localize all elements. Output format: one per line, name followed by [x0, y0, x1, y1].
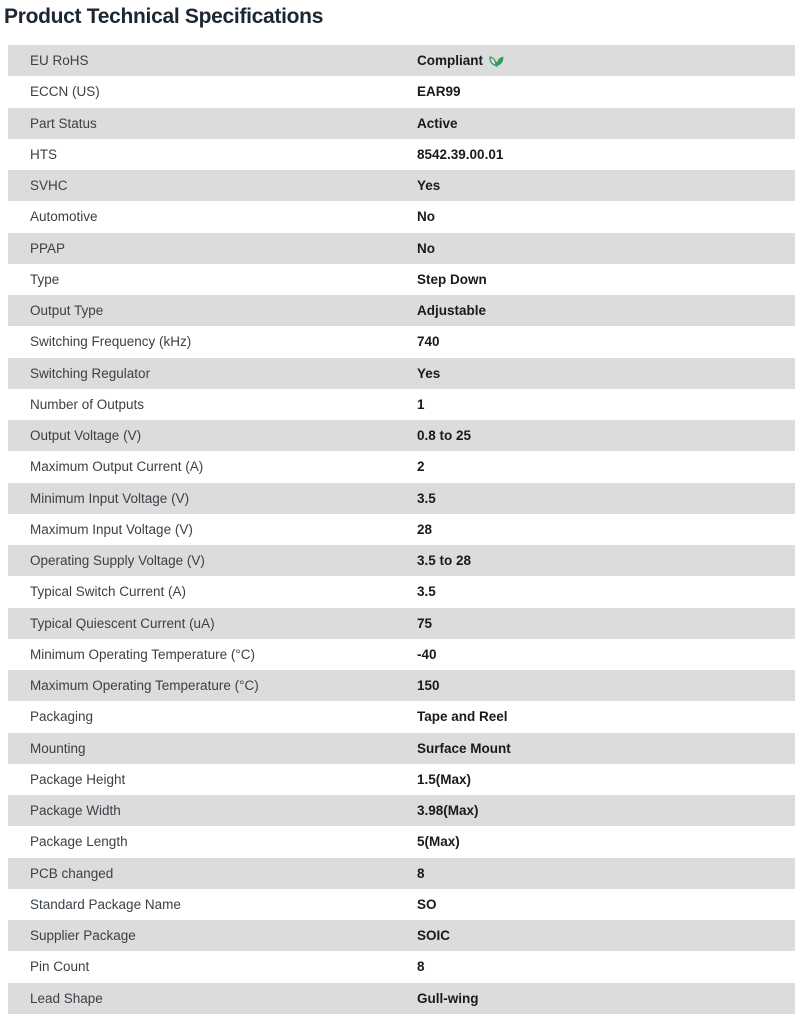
spec-label: Part Status — [30, 115, 97, 131]
spec-label: EU RoHS — [30, 53, 89, 69]
table-row — [8, 951, 795, 982]
table-row — [8, 264, 795, 295]
spec-label: Maximum Output Current (A) — [30, 459, 204, 475]
spec-value: SOIC — [417, 928, 451, 944]
spec-value-cell — [417, 459, 795, 474]
spec-value: Adjustable — [417, 303, 487, 319]
table-row — [8, 701, 795, 732]
table-row — [8, 795, 795, 826]
spec-label: Output Type — [30, 303, 104, 319]
spec-value: 740 — [417, 334, 440, 350]
spec-label: Package Height — [30, 771, 126, 787]
table-row — [8, 170, 795, 201]
spec-value: 150 — [417, 678, 440, 694]
spec-value-cell — [417, 834, 795, 849]
spec-value-cell — [417, 397, 795, 412]
spec-table — [8, 45, 795, 1014]
spec-label: Switching Regulator — [30, 365, 151, 381]
table-row — [8, 326, 795, 357]
table-row — [8, 858, 795, 889]
spec-value: Active — [417, 115, 458, 131]
table-row — [8, 733, 795, 764]
spec-label: Mounting — [30, 740, 86, 756]
spec-value-cell — [417, 428, 795, 443]
spec-value: Yes — [417, 365, 441, 381]
table-row — [8, 483, 795, 514]
spec-value: 3.5 to 28 — [417, 553, 472, 569]
table-row — [8, 608, 795, 639]
table-row — [8, 233, 795, 264]
spec-value: 5(Max) — [417, 834, 460, 850]
table-row — [8, 889, 795, 920]
spec-value-cell — [417, 584, 795, 599]
spec-value: Gull-wing — [417, 990, 479, 1006]
spec-label: Supplier Package — [30, 928, 136, 944]
spec-value-cell — [417, 303, 795, 318]
spec-value-cell — [417, 209, 795, 224]
spec-value-cell — [417, 553, 795, 568]
table-row — [8, 639, 795, 670]
spec-label: Maximum Input Voltage (V) — [30, 521, 193, 537]
spec-value-cell — [417, 334, 795, 349]
spec-value: 0.8 to 25 — [417, 428, 472, 444]
spec-label: Package Length — [30, 834, 128, 850]
spec-value-cell — [417, 522, 795, 537]
spec-value-cell — [417, 116, 795, 131]
spec-label: Type — [30, 271, 60, 287]
spec-value: 1 — [417, 396, 425, 412]
spec-value: Step Down — [417, 271, 487, 287]
spec-value-cell — [417, 491, 795, 506]
spec-value-cell — [417, 866, 795, 881]
spec-value: 8 — [417, 865, 425, 881]
spec-value-cell — [417, 772, 795, 787]
spec-label: HTS — [30, 146, 57, 162]
spec-label: Switching Frequency (kHz) — [30, 334, 192, 350]
spec-value: Surface Mount — [417, 740, 511, 756]
table-row — [8, 545, 795, 576]
table-row — [8, 920, 795, 951]
spec-label: Maximum Operating Temperature (°C) — [30, 678, 259, 694]
spec-value: No — [417, 240, 435, 256]
table-row — [8, 420, 795, 451]
spec-value: Yes — [417, 178, 441, 194]
spec-label: Packaging — [30, 709, 94, 725]
spec-label: Package Width — [30, 803, 121, 819]
table-row — [8, 201, 795, 232]
spec-value: 3.5 — [417, 490, 436, 506]
spec-value: 8542.39.00.01 — [417, 146, 504, 162]
spec-value-cell — [417, 178, 795, 193]
spec-value: 8 — [417, 959, 425, 975]
spec-label: Typical Switch Current (A) — [30, 584, 187, 600]
table-row — [8, 108, 795, 139]
spec-value-cell — [417, 991, 795, 1006]
spec-label: Typical Quiescent Current (uA) — [30, 615, 215, 631]
table-row — [8, 295, 795, 326]
spec-label: Minimum Input Voltage (V) — [30, 490, 190, 506]
page-title: Product Technical Specifications — [4, 5, 324, 28]
spec-value-cell — [417, 53, 795, 68]
spec-value: 3.5 — [417, 584, 436, 600]
table-row — [8, 514, 795, 545]
spec-value-cell — [417, 928, 795, 943]
leaf-icon — [489, 54, 504, 67]
spec-label: Output Voltage (V) — [30, 428, 142, 444]
spec-value: Tape and Reel — [417, 709, 508, 725]
table-row — [8, 983, 795, 1014]
spec-value: 1.5(Max) — [417, 771, 472, 787]
spec-value-cell — [417, 897, 795, 912]
table-row — [8, 76, 795, 107]
spec-value-cell — [417, 678, 795, 693]
spec-value-cell — [417, 709, 795, 724]
spec-label: Operating Supply Voltage (V) — [30, 553, 205, 569]
spec-label: ECCN (US) — [30, 84, 100, 100]
table-row — [8, 764, 795, 795]
spec-label: PPAP — [30, 240, 66, 256]
spec-value-cell — [417, 616, 795, 631]
spec-value: -40 — [417, 646, 437, 662]
spec-value-cell — [417, 84, 795, 99]
spec-label: SVHC — [30, 178, 68, 194]
spec-value: Compliant — [417, 53, 483, 69]
table-row — [8, 826, 795, 857]
spec-value: SO — [417, 896, 437, 912]
spec-value-cell — [417, 741, 795, 756]
spec-label: Number of Outputs — [30, 396, 145, 412]
spec-value-cell — [417, 366, 795, 381]
spec-value-cell — [417, 647, 795, 662]
table-row — [8, 389, 795, 420]
spec-label: Standard Package Name — [30, 896, 181, 912]
spec-value: 75 — [417, 615, 433, 631]
spec-value: 3.98(Max) — [417, 803, 479, 819]
spec-label: Minimum Operating Temperature (°C) — [30, 646, 255, 662]
spec-label: Automotive — [30, 209, 98, 225]
spec-label: Pin Count — [30, 959, 90, 975]
spec-label: PCB changed — [30, 865, 114, 881]
table-row — [8, 670, 795, 701]
table-row — [8, 451, 795, 482]
spec-value-cell — [417, 959, 795, 974]
spec-value-cell — [417, 241, 795, 256]
spec-value-cell — [417, 272, 795, 287]
spec-value: 2 — [417, 459, 425, 475]
spec-value: No — [417, 209, 435, 225]
table-row — [8, 358, 795, 389]
table-row — [8, 45, 795, 76]
spec-value-cell — [417, 803, 795, 818]
spec-label: Lead Shape — [30, 990, 103, 1006]
spec-value: EAR99 — [417, 84, 461, 100]
spec-value-cell — [417, 147, 795, 162]
table-row — [8, 139, 795, 170]
table-row — [8, 576, 795, 607]
spec-value: 28 — [417, 521, 433, 537]
